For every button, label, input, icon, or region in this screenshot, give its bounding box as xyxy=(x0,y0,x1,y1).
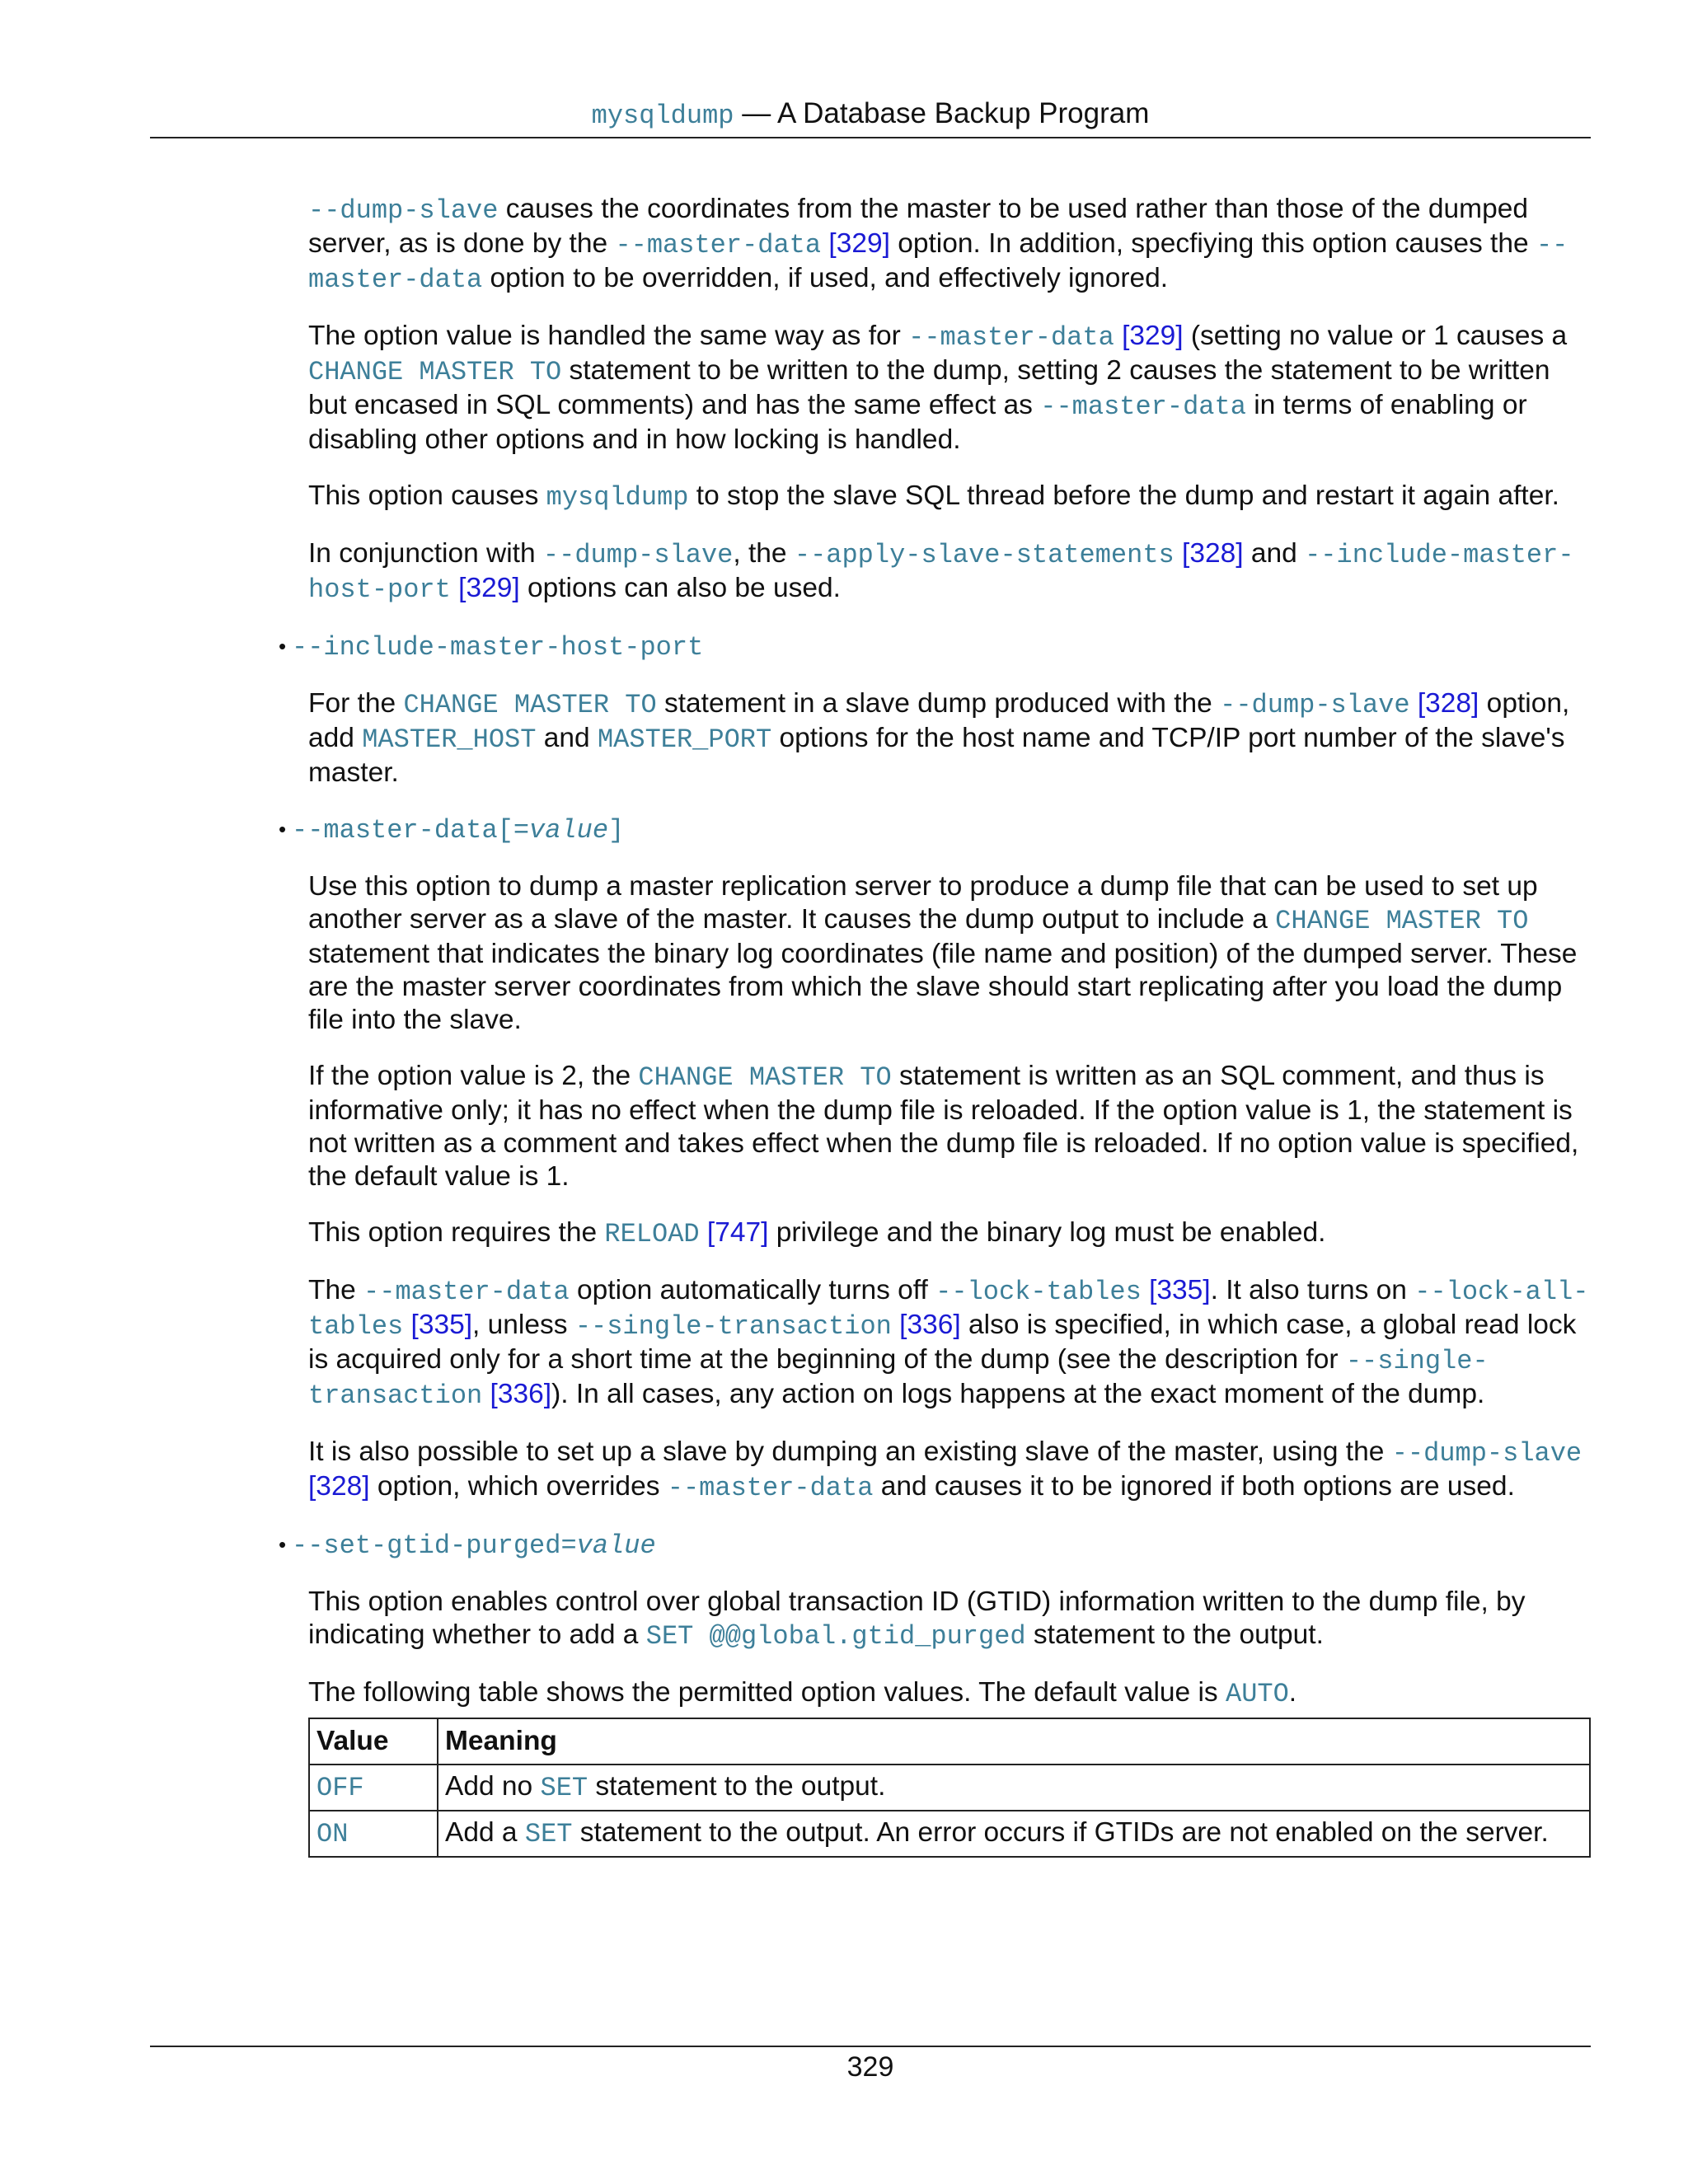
code-statement: CHANGE MASTER TO xyxy=(638,1062,892,1093)
paragraph-stop-slave-thread xyxy=(308,480,1591,514)
text: statement to the output. xyxy=(588,1771,886,1802)
table-header-row xyxy=(309,1718,1590,1765)
text: It is also possible to set up a slave by dumping an existing slave of the master, using the xyxy=(308,1436,1392,1467)
paragraph-table-intro xyxy=(308,1676,1591,1711)
code-statement: SET xyxy=(540,1773,588,1803)
code-option: --master-data xyxy=(308,230,1568,295)
code-option: --include-master-host-port xyxy=(308,540,1574,605)
page-reference-link[interactable]: [328] xyxy=(308,1471,370,1502)
paragraph-master-data-values xyxy=(308,1060,1591,1193)
paragraph-lock-tables xyxy=(308,1274,1591,1413)
option-item-master-data xyxy=(279,813,1591,847)
code-option: --master-data xyxy=(667,1473,874,1503)
paragraph-dump-slave-coordinates xyxy=(308,193,1591,297)
page-reference-link[interactable]: [329] xyxy=(1114,321,1184,351)
code-option: --single-transaction xyxy=(574,1311,892,1342)
text: For the xyxy=(308,688,404,719)
text: option, add xyxy=(308,688,1570,753)
text: to stop the slave SQL thread before the dump and restart it again after. xyxy=(688,480,1559,511)
table-row xyxy=(309,1811,1590,1857)
paragraph-include-master-host-port xyxy=(308,687,1591,790)
page-reference-link[interactable]: [328] xyxy=(1409,688,1479,719)
text: Add a xyxy=(445,1817,525,1848)
code-statement: SET @@global.gtid_purged xyxy=(645,1621,1026,1652)
text: This option requires the xyxy=(308,1217,605,1248)
header-command: mysqldump xyxy=(591,101,734,131)
page-reference-link[interactable]: [328] xyxy=(1174,538,1244,569)
code-option: --dump-slave xyxy=(1220,690,1410,720)
option-term xyxy=(292,1530,656,1561)
text: statement is written as an SQL comment, and thus is informative only; it has no effect when the dump file is reloaded. If the option value is 1, the statement is not written as a comment and takes effect when the dump file is reloaded. If no option value is specified, the default value is 1. xyxy=(308,1061,1579,1192)
code-statement: SET xyxy=(524,1819,573,1849)
text: This option causes xyxy=(308,480,546,511)
code-value: ON xyxy=(316,1819,349,1849)
page-number: 329 xyxy=(846,2051,894,2083)
option-term xyxy=(292,815,624,846)
text: option to be overridden, if used, and effectively ignored. xyxy=(482,263,1169,293)
paragraph-conjunction xyxy=(308,537,1591,607)
code-value: AUTO xyxy=(1225,1679,1289,1709)
code-statement: CHANGE MASTER TO xyxy=(308,357,562,387)
code-option: --single-transaction xyxy=(308,1346,1489,1411)
text: option automatically turns off xyxy=(569,1275,936,1305)
code-option: --master-data xyxy=(1040,391,1246,422)
option-term: --include-master-host-port xyxy=(292,632,704,663)
option-item-include-master-host-port xyxy=(279,630,1591,664)
paragraph-reload-privilege xyxy=(308,1216,1591,1251)
option-term-name: --set-gtid-purged= xyxy=(292,1530,577,1561)
code-option: --dump-slave xyxy=(542,540,734,570)
code-option: --master-data xyxy=(615,230,822,260)
text: , the xyxy=(733,538,795,569)
page-header xyxy=(150,94,1591,136)
code-option: --lock-tables xyxy=(935,1277,1142,1307)
code-option: MASTER_PORT xyxy=(597,724,772,755)
text: . It also turns on xyxy=(1210,1275,1415,1305)
text: causes the coordinates from the master to be used rather than those of the dumped server, as is done by the xyxy=(308,194,1528,259)
text: The following table shows the permitted option values. The default value is xyxy=(308,1677,1226,1708)
header-rule xyxy=(150,137,1591,138)
column-header-value: Value xyxy=(309,1718,438,1765)
code-option: --dump-slave xyxy=(308,195,499,226)
text: options can also be used. xyxy=(519,573,841,603)
table-cell-value xyxy=(309,1811,438,1857)
option-values-table xyxy=(308,1718,1591,1858)
code-option: MASTER_HOST xyxy=(362,724,537,755)
text: option, which overrides xyxy=(369,1471,668,1502)
table-cell-value xyxy=(309,1765,438,1811)
text: , unless xyxy=(472,1310,575,1340)
page-body xyxy=(279,193,1591,1858)
page-reference-link[interactable]: [335] xyxy=(403,1310,473,1340)
text: statement in a slave dump produced with the xyxy=(656,688,1221,719)
table-row xyxy=(309,1765,1590,1811)
bullet-icon: • xyxy=(279,1532,287,1557)
text: statement to be written to the dump, setting 2 causes the statement to be written but encased in SQL comments) and has the same effect as xyxy=(308,355,1550,420)
text: ). In all cases, any action on logs happens at the exact moment of the dump. xyxy=(551,1379,1485,1409)
paragraph-master-data-description xyxy=(308,870,1591,1037)
text: If the option value is 2, the xyxy=(308,1061,639,1091)
code-option: --master-data xyxy=(908,322,1114,353)
code-option: --apply-slave-statements xyxy=(794,540,1175,570)
option-item-set-gtid-purged xyxy=(279,1528,1591,1563)
code-option: --dump-slave xyxy=(1391,1438,1582,1469)
code-privilege: RELOAD xyxy=(604,1219,700,1249)
text: This option enables control over global transaction ID (GTID) information written to the dump file, by indicating whether to add a xyxy=(308,1586,1526,1650)
page-reference-link[interactable]: [329] xyxy=(450,573,520,603)
column-header-meaning: Meaning xyxy=(438,1718,1590,1765)
code-statement: CHANGE MASTER TO xyxy=(403,690,657,720)
paragraph-option-value-handling xyxy=(308,320,1591,457)
text: also is specified, in which case, a global read lock is acquired only for a short time at the beginning of the dump (see the description for xyxy=(308,1310,1577,1375)
text: statement that indicates the binary log coordinates (file name and position) of the dumped server. These are the master server coordinates from which the slave should start replicating after you load the dump file into the slave. xyxy=(308,939,1578,1035)
page-reference-link[interactable]: [336] xyxy=(482,1379,552,1409)
option-term-name: --master-data[= xyxy=(292,815,530,846)
code-command: mysqldump xyxy=(546,482,689,513)
text: and xyxy=(1243,538,1306,569)
text: statement to the output. xyxy=(1025,1619,1324,1650)
code-statement: CHANGE MASTER TO xyxy=(1275,906,1529,936)
page-reference-link[interactable]: [329] xyxy=(821,228,890,259)
option-term-suffix: ] xyxy=(608,815,625,846)
page-reference-link[interactable]: [335] xyxy=(1141,1275,1211,1305)
text: and causes it to be ignored if both options are used. xyxy=(873,1471,1515,1502)
table-cell-meaning xyxy=(438,1811,1590,1857)
option-term-variable: value xyxy=(529,815,609,846)
code-value: OFF xyxy=(316,1773,364,1803)
text: In conjunction with xyxy=(308,538,543,569)
text: The option value is handled the same way as for xyxy=(308,321,909,351)
text: options for the host name and TCP/IP port number of the slave's master. xyxy=(308,723,1565,788)
text: The xyxy=(308,1275,364,1305)
option-term-variable: value xyxy=(576,1530,656,1561)
text: (setting no value or 1 causes a xyxy=(1183,321,1568,351)
text: privilege and the binary log must be enabled. xyxy=(768,1217,1326,1248)
text: in terms of enabling or disabling other options and in how locking is handled. xyxy=(308,390,1527,455)
page-reference-link[interactable]: [336] xyxy=(891,1310,961,1340)
paragraph-dump-existing-slave xyxy=(308,1436,1591,1505)
text: Use this option to dump a master replication server to produce a dump file that can be used to set up another server as a slave of the master. It causes the dump output to include a xyxy=(308,871,1538,935)
text: statement to the output. An error occurs if GTIDs are not enabled on the server. xyxy=(572,1817,1549,1848)
table-cell-meaning xyxy=(438,1765,1590,1811)
text: option. In addition, specfiying this option causes the xyxy=(889,228,1536,259)
text: . xyxy=(1288,1677,1297,1708)
text: Add no xyxy=(445,1771,541,1802)
page-reference-link[interactable]: [747] xyxy=(699,1217,769,1248)
code-option: --lock-all-tables xyxy=(308,1277,1589,1342)
bullet-icon: • xyxy=(279,634,287,658)
text: and xyxy=(536,723,598,753)
code-option: --master-data xyxy=(363,1277,570,1307)
paragraph-gtid-control xyxy=(308,1586,1591,1653)
header-title: — A Database Backup Program xyxy=(734,97,1150,129)
bullet-icon: • xyxy=(279,817,287,841)
